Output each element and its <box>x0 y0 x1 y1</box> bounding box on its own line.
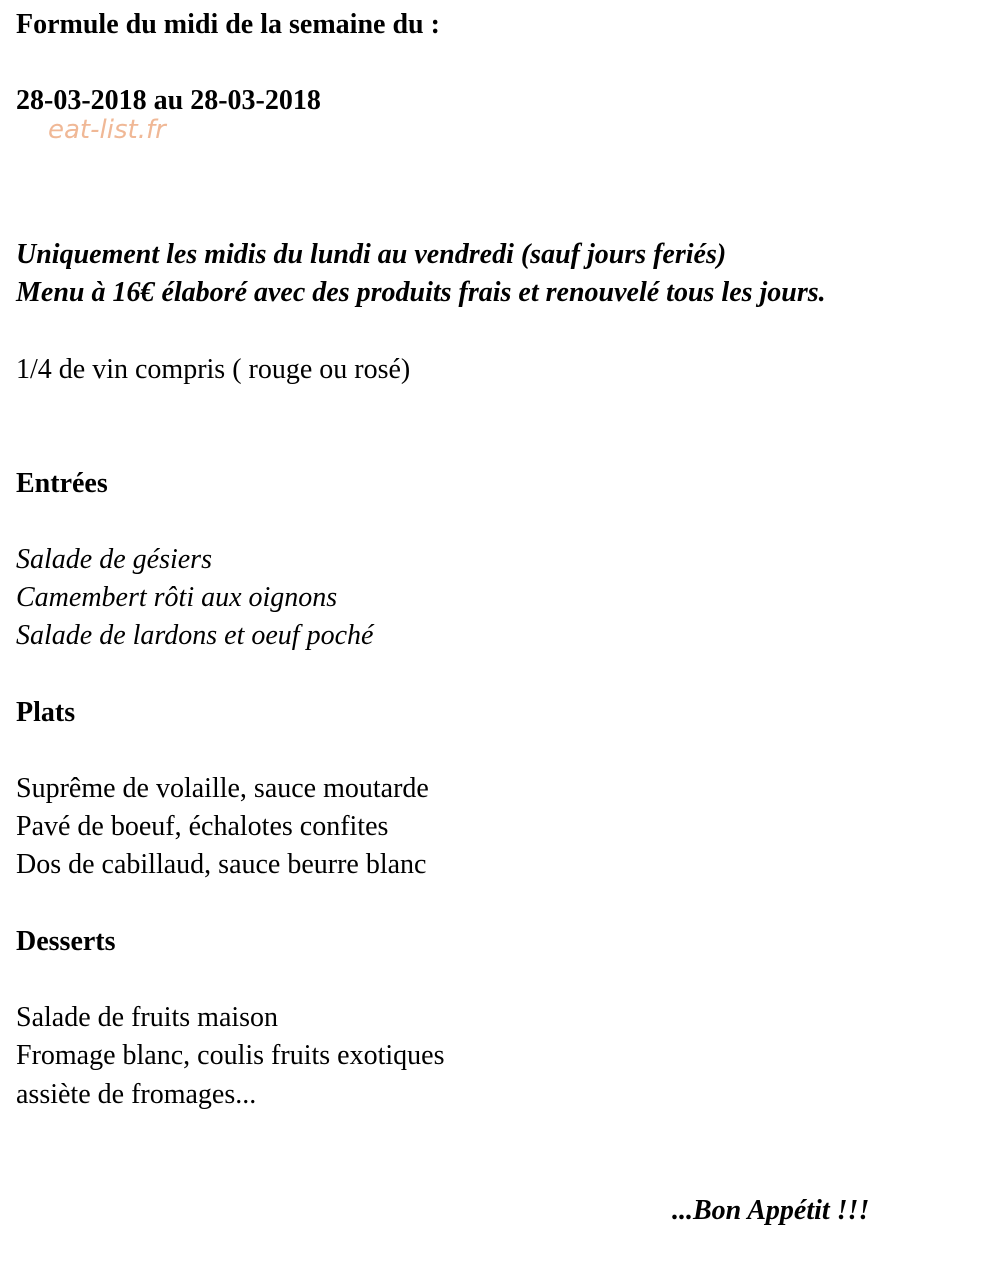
date-range: 28-03-2018 au 28-03-2018 <box>16 85 321 116</box>
entree-item: Salade de lardons et oeuf poché <box>16 620 374 651</box>
entrees-heading: Entrées <box>16 468 108 499</box>
plat-item: Suprême de volaille, sauce moutarde <box>16 773 429 804</box>
menu-title: Formule du midi de la semaine du : <box>16 9 440 40</box>
intro-availability: Uniquement les midis du lundi au vendredi (sauf jours feriés) <box>16 239 727 270</box>
wine-included: 1/4 de vin compris ( rouge ou rosé) <box>16 354 411 385</box>
desserts-heading: Desserts <box>16 926 116 957</box>
plat-item: Dos de cabillaud, sauce beurre blanc <box>16 849 427 880</box>
dessert-item: assiète de fromages... <box>16 1079 257 1110</box>
dessert-item: Salade de fruits maison <box>16 1002 279 1033</box>
plats-heading: Plats <box>16 697 76 728</box>
bon-appetit-signoff: ...Bon Appétit !!! <box>672 1195 870 1226</box>
entree-item: Camembert rôti aux oignons <box>16 582 338 613</box>
watermark-logo: eat-list.fr <box>48 115 166 145</box>
intro-price: Menu à 16€ élaboré avec des produits frais et renouvelé tous les jours. <box>16 277 826 308</box>
entree-item: Salade de gésiers <box>16 544 212 575</box>
dessert-item: Fromage blanc, coulis fruits exotiques <box>16 1040 445 1071</box>
plat-item: Pavé de boeuf, échalotes confites <box>16 811 389 842</box>
